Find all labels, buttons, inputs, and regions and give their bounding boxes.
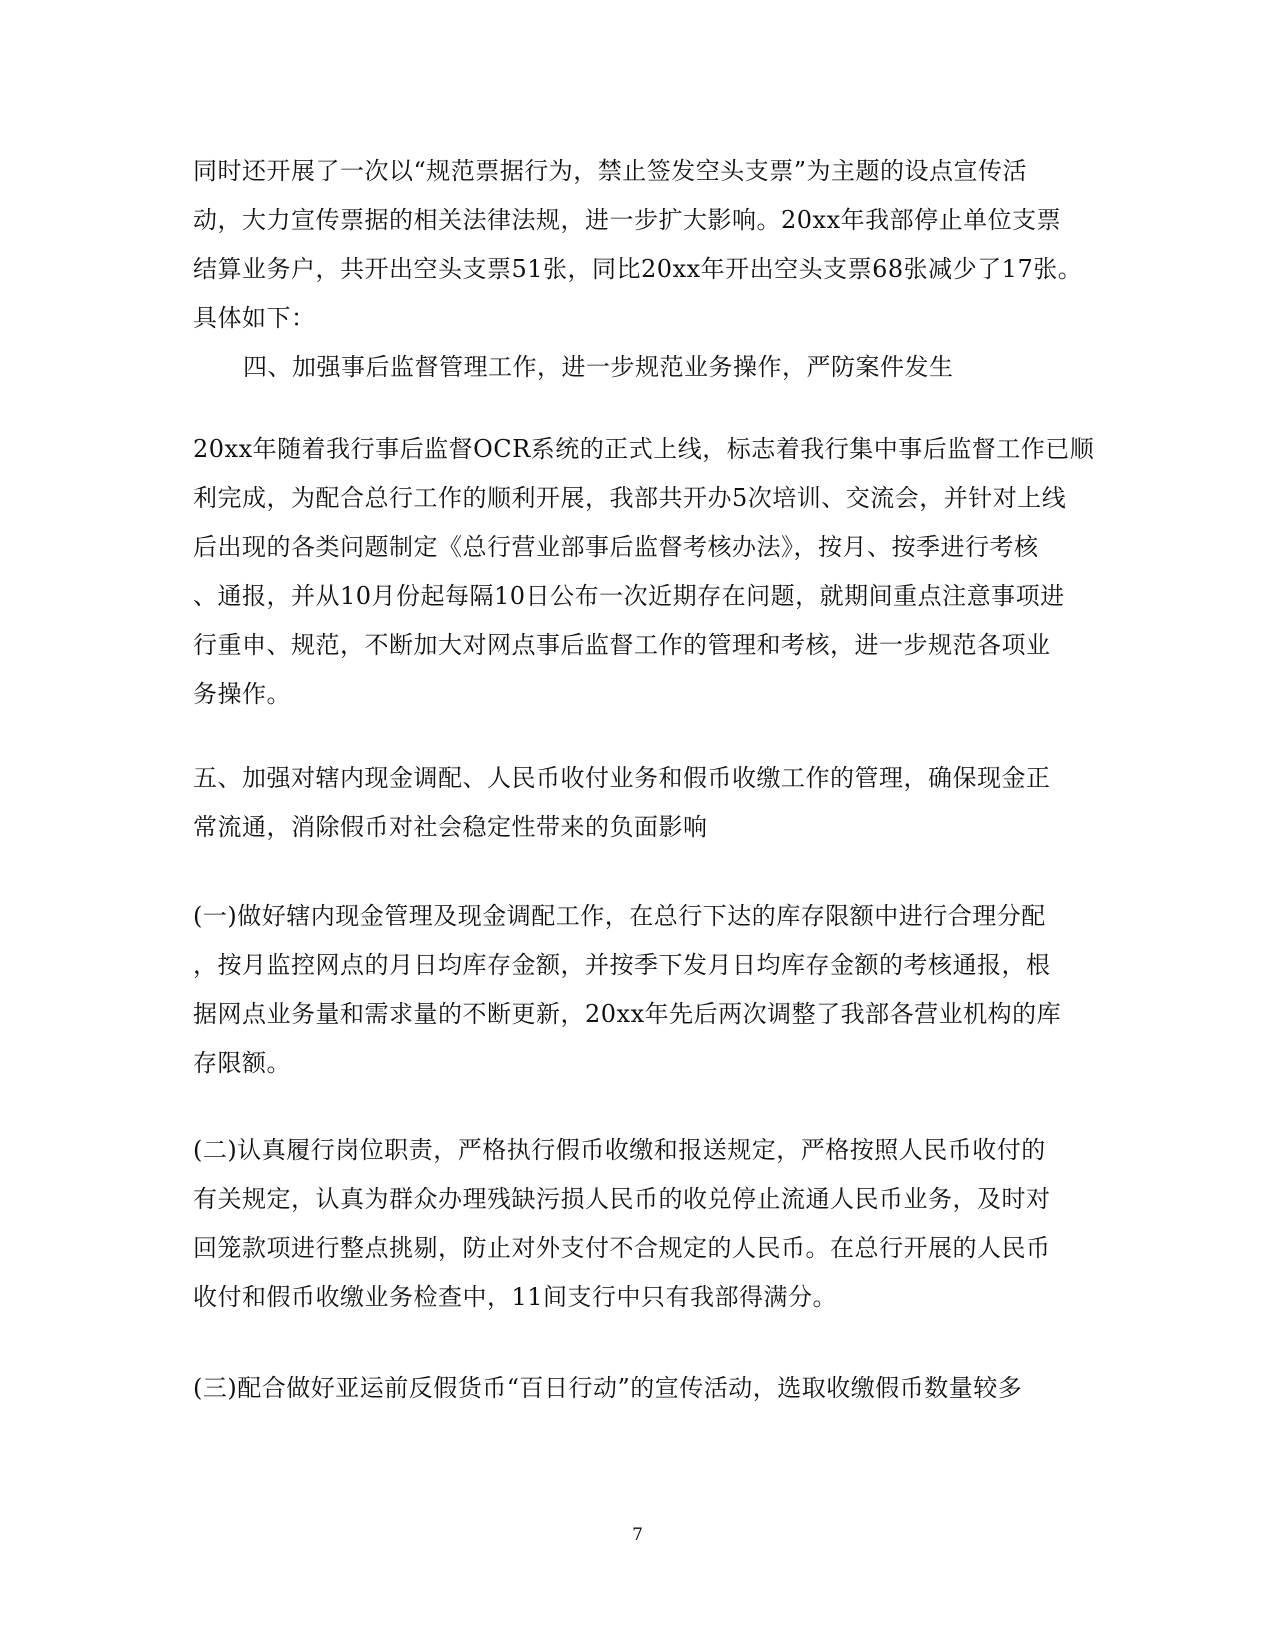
text-line: 后出现的各类问题制定《总行营业部事后监督考核办法》，按月、按季进行考核 xyxy=(193,533,1039,561)
text-line: 存限额。 xyxy=(193,1049,291,1077)
heading-line: 五、加强对辖内现金调配、人民币收付业务和假币收缴工作的管理，确保现金正 xyxy=(193,764,1051,792)
page-number: 7 xyxy=(632,1525,643,1545)
text-line: (二)认真履行岗位职责，严格执行假币收缴和报送规定，严格按照人民币收付的 xyxy=(193,1136,1046,1164)
text-line: 动，大力宣传票据的相关法律法规，进一步扩大影响。20xx年我部停止单位支票 xyxy=(193,206,1062,234)
text-line: 利完成，为配合总行工作的顺利开展，我部共开办5次培训、交流会，并针对上线 xyxy=(193,484,1067,512)
paragraph-cash-management xyxy=(193,892,1083,1088)
paragraph-ticket-campaign xyxy=(193,147,1083,343)
section-heading-five xyxy=(193,754,1083,852)
text-line: (一)做好辖内现金管理及现金调配工作，在总行下达的库存限额中进行合理分配 xyxy=(193,902,1046,930)
text-line: 据网点业务量和需求量的不断更新，20xx年先后两次调整了我部各营业机构的库 xyxy=(193,1000,1062,1028)
text-line: 具体如下： xyxy=(193,304,316,332)
section-heading-four xyxy=(193,343,1133,392)
paragraph-hundred-day-campaign xyxy=(193,1364,1083,1413)
text-line: 结算业务户，共开出空头支票51张，同比20xx年开出空头支票68张减少了17张。 xyxy=(193,255,1083,283)
text-line: 20xx年随着我行事后监督OCR系统的正式上线，标志着我行集中事后监督工作已顺 xyxy=(193,435,1095,463)
paragraph-post-supervision xyxy=(193,425,1095,719)
heading-line: 四、加强事后监督管理工作，进一步规范业务操作，严防案件发生 xyxy=(243,353,954,381)
text-line: 收付和假币收缴业务检查中，11间支行中只有我部得满分。 xyxy=(193,1283,838,1311)
text-line: 、通报，并从10月份起每隔10日公布一次近期存在问题，就期间重点注意事项进 xyxy=(193,582,1065,610)
text-line: ，按月监控网点的月日均库存金额，并按季下发月日均库存金额的考核通报，根 xyxy=(193,951,1051,979)
text-line: 回笼款项进行整点挑剔，防止对外支付不合规定的人民币。在总行开展的人民币 xyxy=(193,1234,1051,1262)
text-line: 务操作。 xyxy=(193,680,291,708)
heading-line: 常流通，消除假币对社会稳定性带来的负面影响 xyxy=(193,813,708,841)
text-line: 同时还开展了一次以“规范票据行为，禁止签发空头支票”为主题的设点宣传活 xyxy=(193,157,1028,185)
text-line: 行重申、规范，不断加大对网点事后监督工作的管理和考核，进一步规范各项业 xyxy=(193,631,1051,659)
text-line: 有关规定，认真为群众办理残缺污损人民币的收兑停止流通人民币业务，及时对 xyxy=(193,1185,1051,1213)
paragraph-counterfeit-duties xyxy=(193,1126,1083,1322)
text-line: (三)配合做好亚运前反假货币“百日行动”的宣传活动，选取收缴假币数量较多 xyxy=(193,1374,1023,1402)
